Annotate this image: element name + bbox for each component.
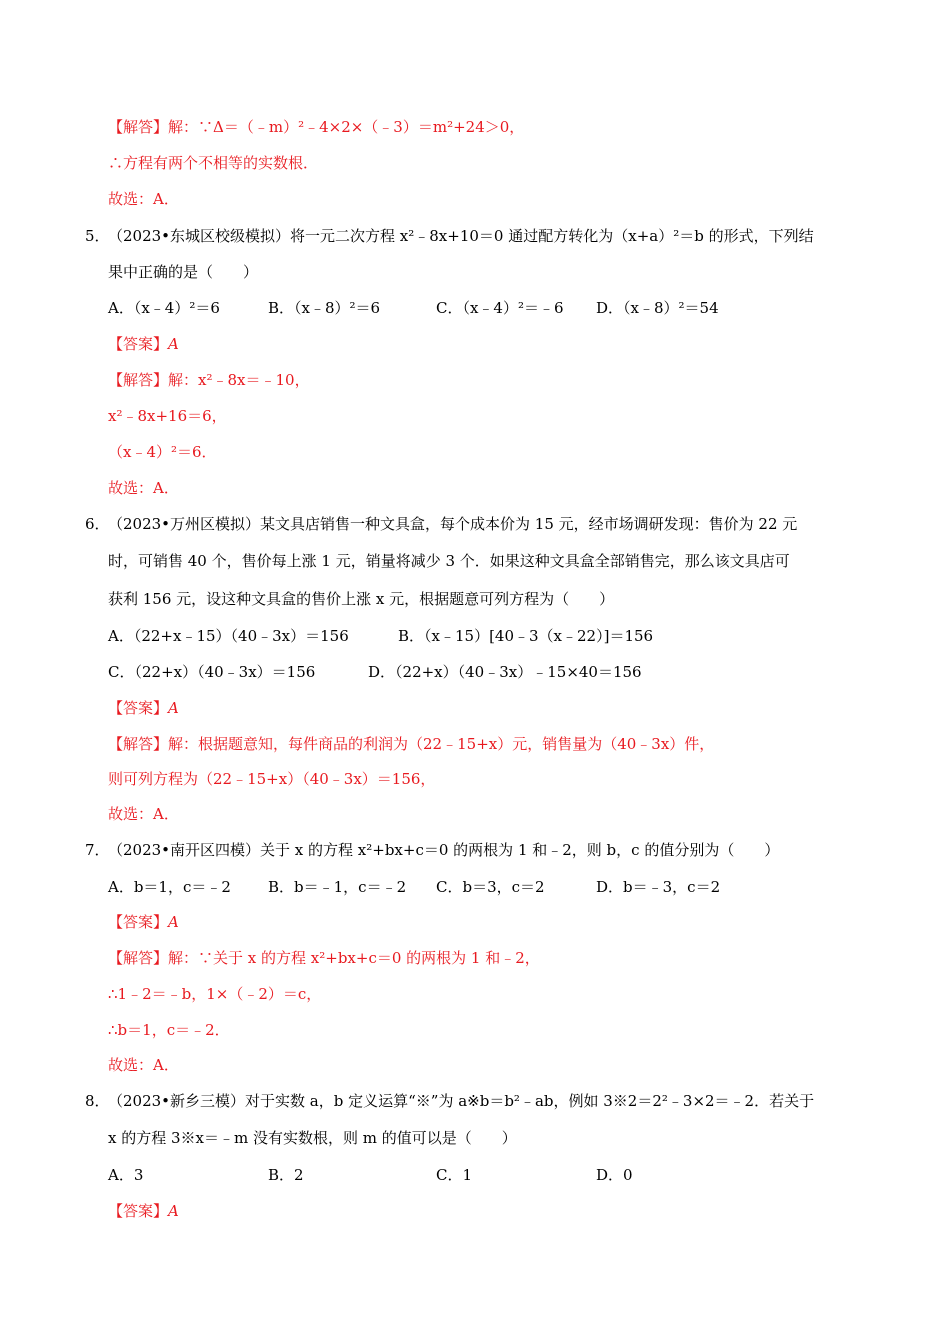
q7-stem: （2023•南开区四模）关于 x 的方程 x²+bx+c＝0 的两根为 1 和﹣2，则 b，c 的值分别为（ ） xyxy=(108,841,780,859)
q5-solution-line-4: 故选：A． xyxy=(108,479,179,497)
q7-option-c: C．b＝3，c＝2 xyxy=(436,878,545,896)
q5-stem-line-2: 果中正确的是（ ） xyxy=(108,263,259,281)
q5-solution-line-3: （x﹣4）²＝6． xyxy=(108,443,217,461)
q8-number: 8． xyxy=(85,1092,110,1110)
q6-stem-line-3: 获利 156 元，设这种文具盒的售价上涨 x 元，根据题意可列方程为（ ） xyxy=(108,590,615,608)
q5-solution-line-2: x²﹣8x+16＝6， xyxy=(108,407,227,425)
q7-options xyxy=(108,877,720,897)
q8-options xyxy=(108,1165,633,1185)
q6-stem-line-1: （2023•万州区模拟）某文具店销售一种文具盒，每个成本价为 15 元，经市场调研发现：售价为 22 元 xyxy=(108,515,798,533)
q5-options xyxy=(108,298,719,318)
q5-option-d: D．（x﹣8）²＝54 xyxy=(596,299,719,317)
q5-answer: 【答案】A xyxy=(108,335,179,353)
q5-option-a: A．（x﹣4）²＝6 xyxy=(108,299,220,317)
q6-number: 6． xyxy=(85,515,110,533)
q4-solution-line-1: 【解答】解：∵Δ＝（﹣m）²﹣4×2×（﹣3）＝m²+24＞0， xyxy=(108,118,525,136)
q6-option-a: A．（22+x﹣15）（40﹣3x）＝156 xyxy=(108,627,349,645)
q6-stem-line-2: 时，可销售 40 个，售价每上涨 1 元，销量将减少 3 个．如果这种文具盒全部销售完，那么该文具店可 xyxy=(108,552,790,570)
q4-solution-line-2: ∴方程有两个不相等的实数根． xyxy=(108,154,319,172)
q7-number: 7． xyxy=(85,841,110,859)
q6-options-row-1 xyxy=(108,626,653,646)
q6-option-d: D．（22+x）（40﹣3x）﹣15×40＝156 xyxy=(368,663,642,681)
q6-option-c: C．（22+x）（40﹣3x）＝156 xyxy=(108,663,316,681)
q6-option-b: B．（x﹣15）[40﹣3（x﹣22）]＝156 xyxy=(398,627,654,645)
q8-answer: 【答案】A xyxy=(108,1202,179,1220)
q7-solution-line-4: 故选：A． xyxy=(108,1056,179,1074)
q8-stem-line-1: （2023•新乡三模）对于实数 a，b 定义运算“※”为 a※b＝b²﹣ab，例如 3※2＝2²﹣3×2＝﹣2．若关于 xyxy=(108,1092,815,1110)
q8-option-c: C．1 xyxy=(436,1166,473,1184)
q6-answer: 【答案】A xyxy=(108,699,179,717)
q7-solution-line-2: ∴1﹣2＝﹣b，1×（﹣2）＝c， xyxy=(108,985,322,1003)
q5-solution-line-1: 【解答】解：x²﹣8x＝﹣10， xyxy=(108,371,310,389)
q6-solution-line-2: 则可列方程为（22﹣15+x）（40﹣3x）＝156， xyxy=(108,770,436,788)
q5-option-c: C．（x﹣4）²＝﹣6 xyxy=(436,299,564,317)
q7-solution-line-3: ∴b＝1，c＝﹣2． xyxy=(108,1021,230,1039)
q6-solution-line-3: 故选：A． xyxy=(108,805,179,823)
q6-solution-line-1: 【解答】解：根据题意知，每件商品的利润为（22﹣15+x）元，销售量为（40﹣3x）件， xyxy=(108,735,715,753)
q4-solution-line-3: 故选：A． xyxy=(108,190,179,208)
q8-stem-line-2: x 的方程 3※x＝﹣m 没有实数根，则 m 的值可以是（ ） xyxy=(108,1129,517,1147)
q7-option-d: D．b＝﹣3，c＝2 xyxy=(596,878,721,896)
q8-option-a: A．3 xyxy=(108,1166,144,1184)
q5-number: 5． xyxy=(85,227,110,245)
q7-option-a: A．b＝1，c＝﹣2 xyxy=(108,878,231,896)
q6-options-row-2 xyxy=(108,662,642,682)
q7-option-b: B．b＝﹣1，c＝﹣2 xyxy=(268,878,407,896)
q8-option-d: D．0 xyxy=(596,1166,633,1184)
q7-answer: 【答案】A xyxy=(108,913,179,931)
q5-option-b: B．（x﹣8）²＝6 xyxy=(268,299,381,317)
q5-stem-line-1: （2023•东城区校级模拟）将一元二次方程 x²﹣8x+10＝0 通过配方转化为（x+a）²＝b 的形式，下列结 xyxy=(108,227,814,245)
q8-option-b: B．2 xyxy=(268,1166,304,1184)
q7-solution-line-1: 【解答】解：∵关于 x 的方程 x²+bx+c＝0 的两根为 1 和﹣2， xyxy=(108,949,540,967)
